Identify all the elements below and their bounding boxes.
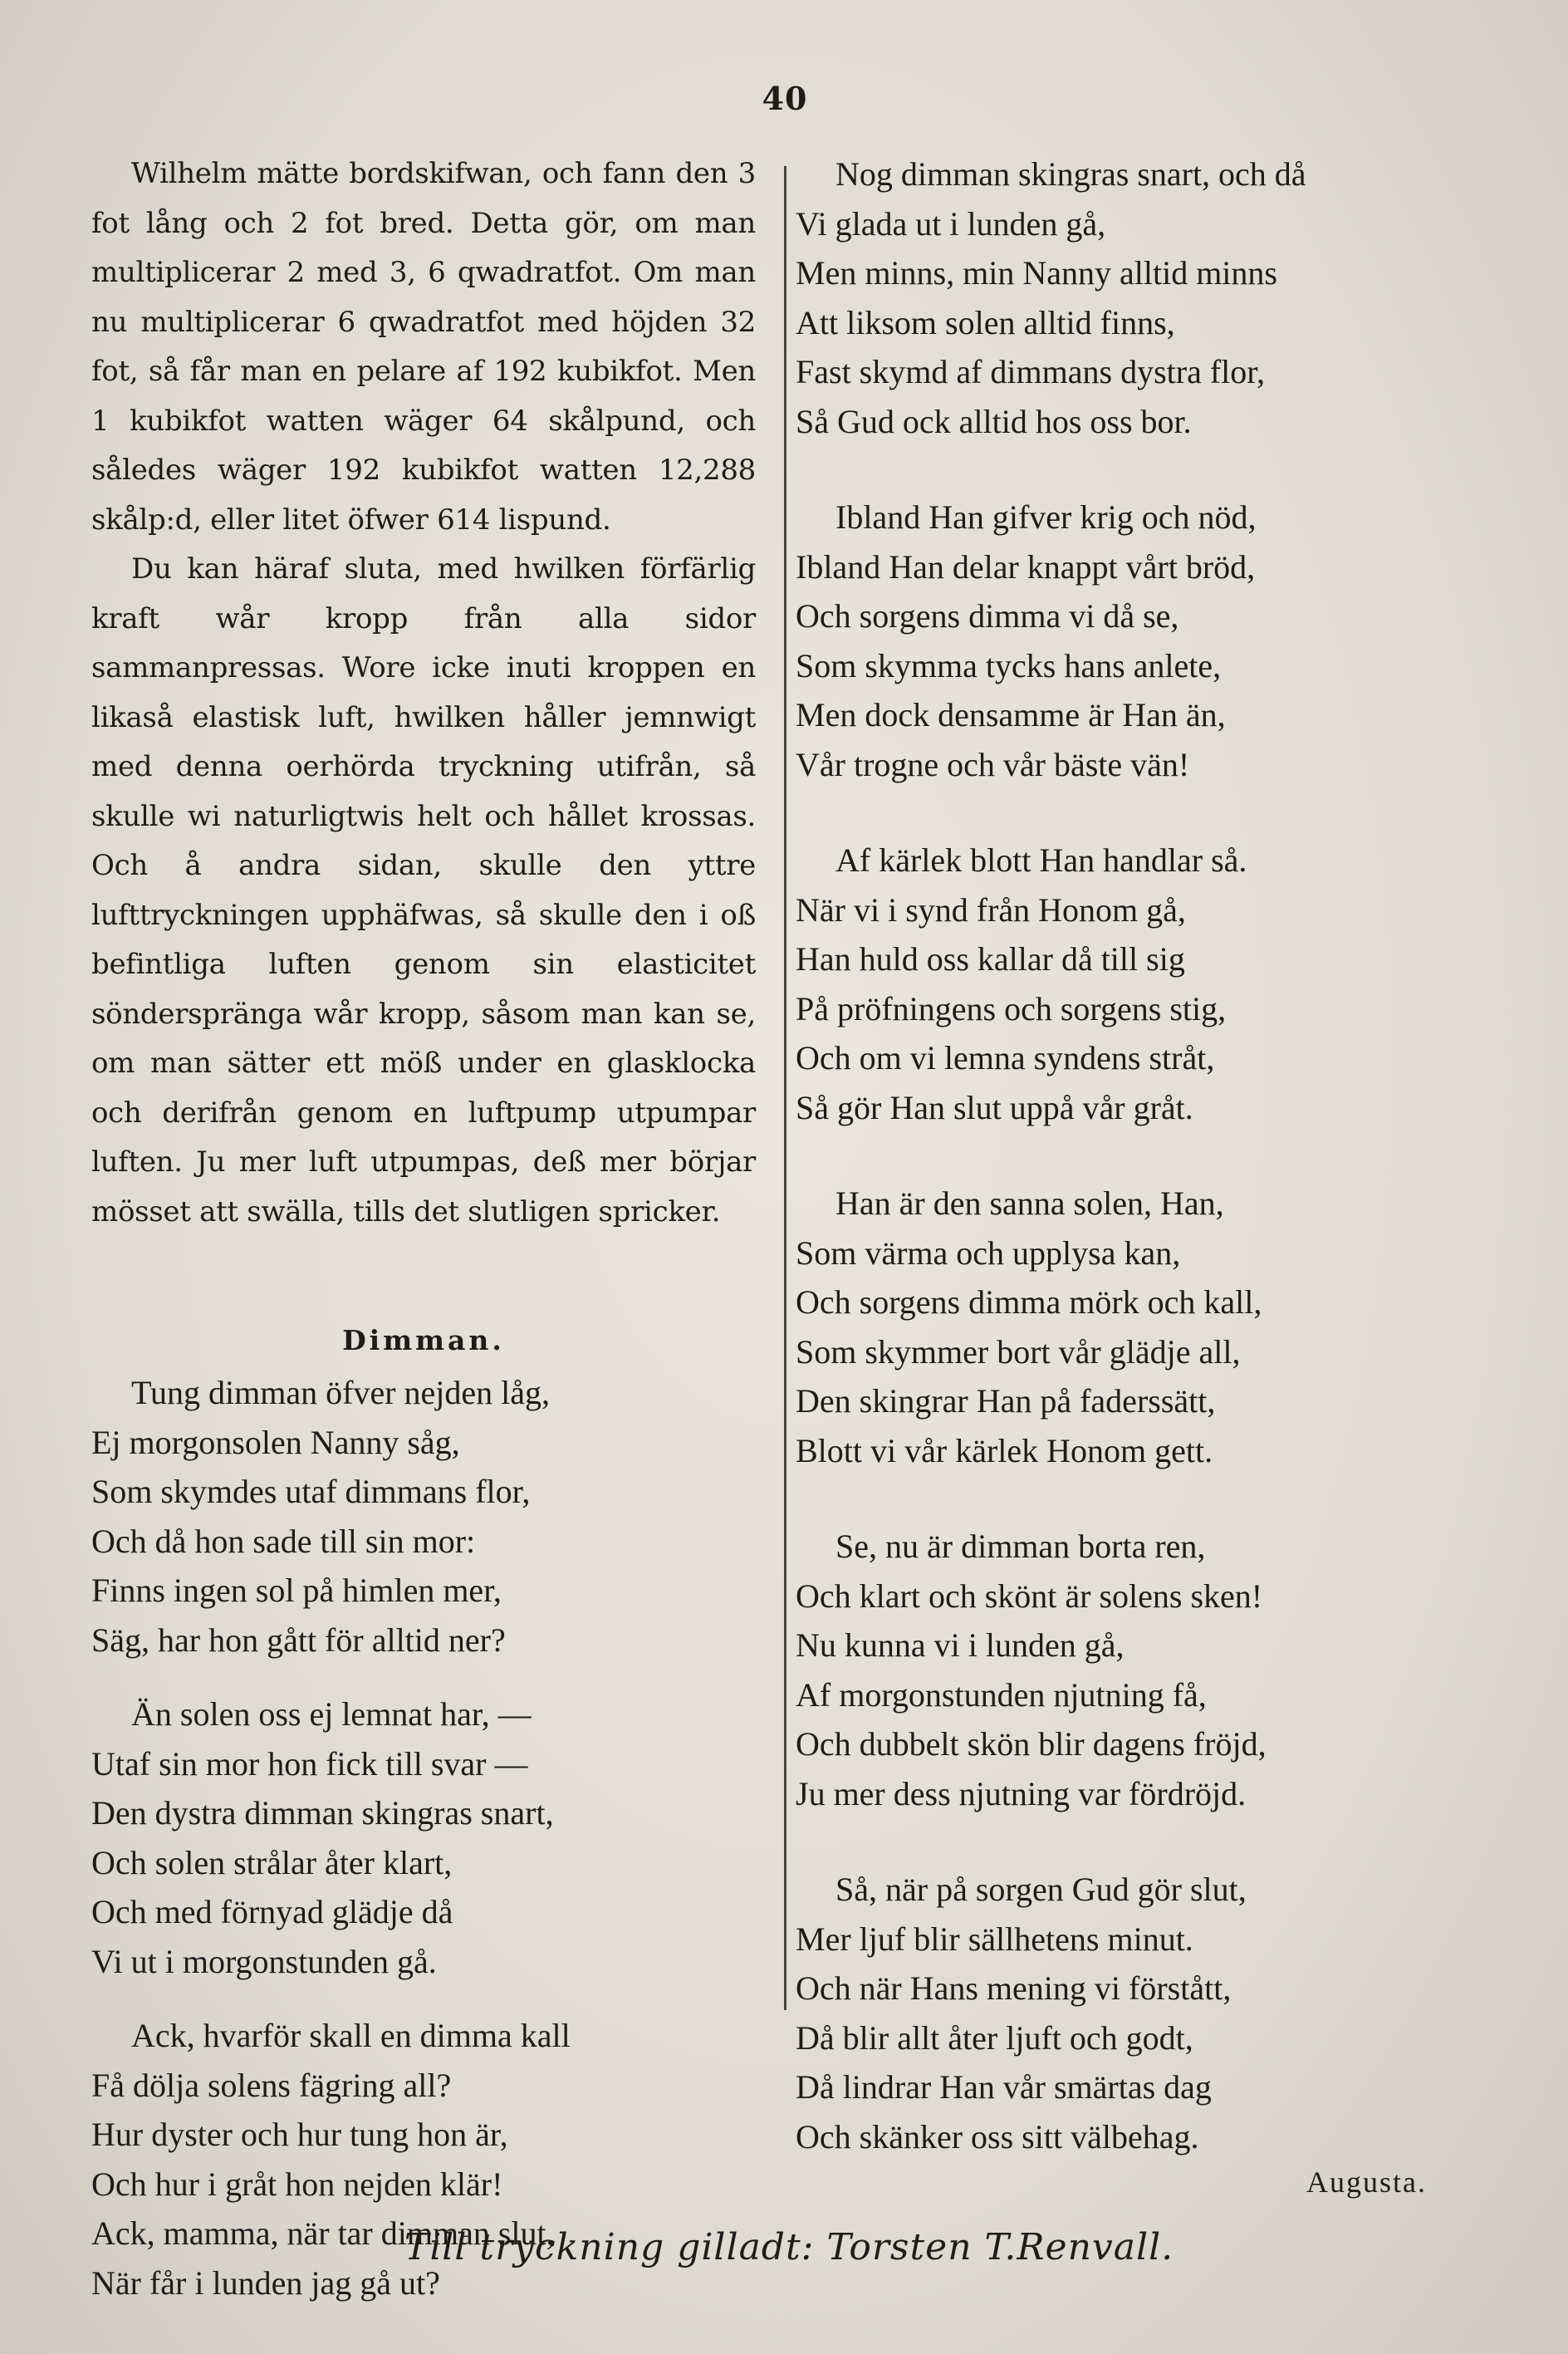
verse-line: Ibland Han gifver krig och nöd, xyxy=(835,498,1257,536)
verse-line: Säg, har hon gått för alltid ner? xyxy=(91,1621,506,1659)
verse-line: Mer ljuf blir sällhetens minut. xyxy=(796,1920,1193,1958)
verse-line: Vi ut i morgonstunden gå. xyxy=(91,1942,437,1980)
stanza xyxy=(91,1368,756,1665)
verse-line: Och med förnyad glädje då xyxy=(91,1893,453,1930)
verse-line: Af morgonstunden njutning få, xyxy=(796,1675,1207,1714)
verse-line: Som värma och upplysa kan, xyxy=(796,1233,1181,1272)
verse-line: Nog dimman skingras snart, och då xyxy=(835,155,1306,193)
verse-line: Se, nu är dimman borta ren, xyxy=(835,1528,1206,1565)
verse-line: Så Gud ock alltid hos oss bor. xyxy=(796,402,1192,440)
stanza xyxy=(796,1522,1460,1818)
verse-line: Och hur i gråt hon nejden klär! xyxy=(91,2165,503,2203)
poem-title: Dimman. xyxy=(342,1324,505,1356)
verse-line: Och dubbelt skön blir dagens fröjd, xyxy=(796,1725,1267,1763)
stanza xyxy=(796,150,1460,446)
verse-line: Blott vi vår kärlek Honom gett. xyxy=(796,1431,1213,1469)
verse-line: Fast skymd af dimmans dystra flor, xyxy=(796,353,1265,390)
verse-line: Han huld oss kallar då till sig xyxy=(796,940,1185,978)
verse-line: Ack, mamma, när tar dimman slut, xyxy=(91,2214,555,2252)
verse-line: Och om vi lemna syndens stråt, xyxy=(796,1039,1215,1076)
verse-line: Nu kunna vi i lunden gå, xyxy=(796,1626,1125,1664)
verse-line: Och skänker oss sitt välbehag. xyxy=(796,2117,1199,2155)
page-number: 40 xyxy=(762,80,808,117)
verse-line: På pröfningens och sorgens stig, xyxy=(796,989,1227,1027)
verse-line: Och då hon sade till sin mor: xyxy=(91,1522,476,1560)
poem-signature: Augusta. xyxy=(1306,2165,1427,2199)
verse-line: Än solen oss ej lemnat har, — xyxy=(131,1695,532,1733)
verse-line: Att liksom solen alltid finns, xyxy=(796,303,1175,341)
verse-line: Af kärlek blott Han handlar så. xyxy=(835,841,1247,879)
verse-line: Han är den sanna solen, Han, xyxy=(835,1184,1224,1222)
verse-line: Och när Hans mening vi förstått, xyxy=(796,1969,1232,2007)
verse-line: När får i lunden jag gå ut? xyxy=(91,2263,440,2302)
verse-line: Och sorgens dimma vi då se, xyxy=(796,597,1179,635)
prose-paragraph: Du kan häraf sluta, med hwilken förfärlig kraft wår kropp från alla sidor sammanpressas. Wore icke inuti kroppen en likaså elastisk luft, hwilken håller jemnwigt med denna oerhörda tryckning utifrån, så skulle wi naturligtwis helt och hållet krossas. Och å andra sidan, skulle den yttre lufttryckningen upphäfwas, så skulle den i oß befintliga luften genom sin elasticitet sönderspränga wår kropp, såsom man kan se, om man sätter ett möß under en glasklocka och derifrån genom en luftpump utpumpar luften. Ju mer luft utpumpas, deß mer börjar mösset att swälla, tills det slutligen spricker. xyxy=(91,552,756,1228)
verse-line: Som skymdes utaf dimmans flor, xyxy=(91,1473,531,1510)
prose-text xyxy=(91,150,756,1237)
stanza xyxy=(796,1179,1460,1475)
left-column xyxy=(91,150,756,2307)
verse-line: Så, när på sorgen Gud gör slut, xyxy=(835,1871,1247,1908)
verse-line: Få dölja solens fägring all? xyxy=(91,2066,452,2104)
verse-line: Och solen strålar åter klart, xyxy=(91,1843,453,1881)
verse-line: Tung dimman öfver nejden låg, xyxy=(131,1374,551,1411)
verse-line: Och klart och skönt är solens sken! xyxy=(796,1577,1263,1615)
verse-line: Så gör Han slut uppå vår gråt. xyxy=(796,1088,1193,1126)
verse-line: Ack, hvarför skall en dimma kall xyxy=(131,2017,571,2054)
verse-line: Som skymma tycks hans anlete, xyxy=(796,646,1222,684)
verse-line: Den dystra dimman skingras snart, xyxy=(91,1794,554,1832)
verse-line: Men minns, min Nanny alltid minns xyxy=(796,254,1277,292)
verse-line: Ej morgonsolen Nanny såg, xyxy=(91,1423,460,1461)
stanza xyxy=(796,836,1460,1132)
verse-line: Finns ingen sol på himlen mer, xyxy=(91,1572,502,1609)
verse-line: Vi glada ut i lunden gå, xyxy=(796,204,1106,243)
verse-line: Som skymmer bort vår glädje all, xyxy=(796,1332,1241,1371)
prose-paragraph: Wilhelm mätte bordskifwan, och fann den 3 fot lång och 2 fot bred. Detta gör, om man multiplicerar 2 med 3, 6 qwadratfot. Om man nu multiplicerar 6 qwadratfot med höjden 32 fot, så får man en pelare af 192 kubikfot. Men 1 kubikfot watten wäger 64 skålpund, och således wäger 192 kubikfot watten 12,288 skålp:d, eller litet öfwer 614 lispund. xyxy=(91,157,756,537)
censor-approval-note: Till tryckning gilladt: Torsten T.Renvall. xyxy=(404,2226,1174,2268)
verse-line: Vår trogne och vår bäste vän! xyxy=(796,745,1190,783)
stanza xyxy=(796,493,1460,789)
verse-line: Men dock densamme är Han än, xyxy=(796,696,1226,733)
verse-line: Hur dyster och hur tung hon är, xyxy=(91,2116,508,2153)
verse-line: Då blir allt åter ljuft och godt, xyxy=(796,2018,1193,2057)
verse-line: Då lindrar Han vår smärtas dag xyxy=(796,2068,1212,2106)
stanza xyxy=(796,1865,1460,2161)
verse-line: När vi i synd från Honom gå, xyxy=(796,890,1186,929)
right-column xyxy=(796,150,1460,2200)
verse-line: Den skingrar Han på faderssätt, xyxy=(796,1382,1216,1420)
verse-line: Ibland Han delar knappt vårt bröd, xyxy=(796,547,1256,586)
verse-line: Och sorgens dimma mörk och kall, xyxy=(796,1283,1262,1321)
column-divider xyxy=(784,166,786,2010)
stanza xyxy=(91,1689,756,1986)
verse-line: Ju mer dess njutning var fördröjd. xyxy=(796,1774,1247,1812)
verse-line: Utaf sin mor hon fick till svar — xyxy=(91,1744,528,1783)
